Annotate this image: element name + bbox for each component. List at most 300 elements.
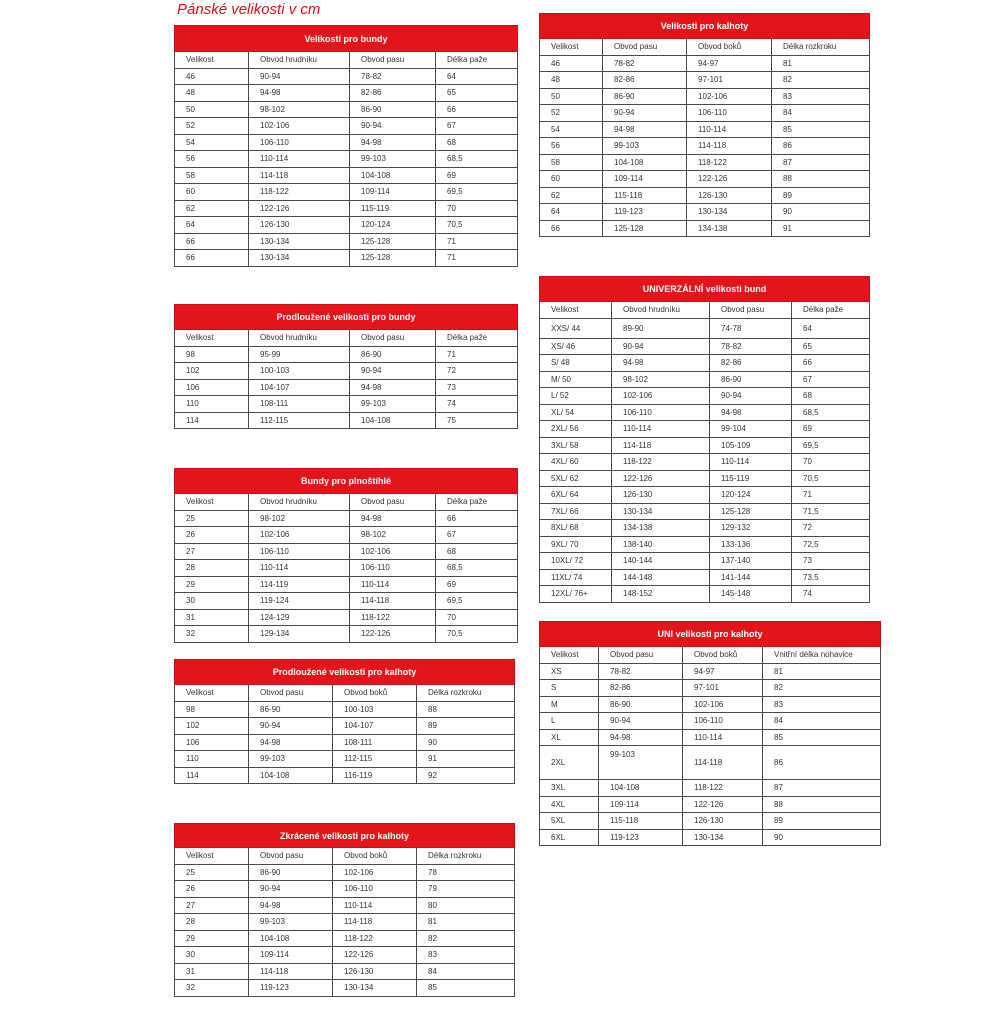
table-cell: 66 <box>175 250 249 267</box>
table-row <box>540 220 870 237</box>
table-cell: 94-97 <box>683 663 763 680</box>
table-cell: S <box>540 680 599 697</box>
table-cell: 67 <box>436 527 518 544</box>
table-row <box>540 696 881 713</box>
table-cell: 119-123 <box>249 980 333 997</box>
table-cell: 68,5 <box>436 560 518 577</box>
table-cell: 122-126 <box>687 171 772 188</box>
table-cell: 64 <box>540 204 603 221</box>
table-row <box>540 404 870 421</box>
table-cell: 108-111 <box>249 396 350 413</box>
table-cell: 8XL/ 68 <box>540 520 612 537</box>
table-cell: 94-98 <box>249 734 333 751</box>
column-header-obvod-pasu: Obvod pasu <box>603 39 687 56</box>
table-cell: 90 <box>772 204 870 221</box>
table-cell: 74-78 <box>710 318 792 338</box>
column-header-velikost: Velikost <box>540 647 599 664</box>
table-cell: 110-114 <box>612 421 710 438</box>
table-cell: 46 <box>175 68 249 85</box>
table-cell: 114-118 <box>249 167 350 184</box>
table-cell: 134-138 <box>612 520 710 537</box>
table-row <box>175 701 515 718</box>
table-cell: 82-86 <box>350 85 436 102</box>
table-header-row <box>540 647 881 664</box>
table-cell: 91 <box>772 220 870 237</box>
table-cell: 85 <box>417 980 515 997</box>
table-row <box>540 371 870 388</box>
table-cell: 71 <box>792 487 870 504</box>
table-header-row <box>175 330 518 347</box>
table-cell: 81 <box>763 663 881 680</box>
table-cell: 98 <box>175 346 249 363</box>
table-cell: 86 <box>763 746 881 780</box>
table-cell: 99-103 <box>599 746 683 780</box>
table-cell: 73 <box>436 379 518 396</box>
table-cell: 104-108 <box>599 780 683 797</box>
table-row <box>175 626 518 643</box>
table-row <box>175 68 518 85</box>
table-row <box>540 88 870 105</box>
table-cell: 120-124 <box>350 217 436 234</box>
table-cell: XL <box>540 729 599 746</box>
table-row <box>540 813 881 830</box>
table-cell: 106-110 <box>249 543 350 560</box>
table-cell: 125-128 <box>350 250 436 267</box>
table-cell: 26 <box>175 881 249 898</box>
table-cell: 66 <box>792 355 870 372</box>
table-cell: 109-114 <box>249 947 333 964</box>
column-header-velikost: Velikost <box>175 494 249 511</box>
table-row <box>175 396 518 413</box>
table-cell: 97-101 <box>687 72 772 89</box>
table-cell: 110-114 <box>249 560 350 577</box>
table-cell: 98-102 <box>612 371 710 388</box>
column-header-delka-paze: Délka paže <box>436 330 518 347</box>
table-cell: M <box>540 696 599 713</box>
table-cell: 134-138 <box>687 220 772 237</box>
table-cell: 109-114 <box>603 171 687 188</box>
column-header-velikost: Velikost <box>175 52 249 69</box>
table-row <box>540 536 870 553</box>
table-cell: 106-110 <box>612 404 710 421</box>
table-cell: 110-114 <box>333 897 417 914</box>
table-row <box>540 569 870 586</box>
table-cell: 94-98 <box>249 897 333 914</box>
column-header-obvod-pasu: Obvod pasu <box>350 494 436 511</box>
table-cell: 106 <box>175 379 249 396</box>
plus-jackets-size-table <box>174 468 518 643</box>
table-cell: 6XL <box>540 829 599 846</box>
table-row <box>175 914 515 931</box>
table-cell: 138-140 <box>612 536 710 553</box>
table-cell: 100-103 <box>333 701 417 718</box>
table-row <box>540 338 870 355</box>
table-cell: 130-134 <box>687 204 772 221</box>
table-cell: 129-134 <box>249 626 350 643</box>
table-cell: 46 <box>540 55 603 72</box>
table-cell: 87 <box>772 154 870 171</box>
table-row <box>540 105 870 122</box>
table-cell: 69,5 <box>792 437 870 454</box>
table-cell: 126-130 <box>687 187 772 204</box>
table-cell: 104-108 <box>249 930 333 947</box>
table-cell: 31 <box>175 609 249 626</box>
table-cell: 50 <box>540 88 603 105</box>
table-cell: 65 <box>792 338 870 355</box>
table-cell: 30 <box>175 947 249 964</box>
table-cell: 104-108 <box>350 412 436 429</box>
table-row <box>175 250 518 267</box>
table-cell: 99-103 <box>350 396 436 413</box>
table-cell: 29 <box>175 930 249 947</box>
table-cell: 60 <box>540 171 603 188</box>
table-cell: 126-130 <box>683 813 763 830</box>
table-cell: 74 <box>792 586 870 603</box>
table-cell: 118-122 <box>333 930 417 947</box>
table-cell: 145-148 <box>710 586 792 603</box>
uni-trousers-size-table <box>539 621 881 846</box>
table-row <box>540 663 881 680</box>
table-title: Velikosti pro kalhoty <box>540 14 870 39</box>
table-cell: 106-110 <box>249 134 350 151</box>
table-row <box>540 713 881 730</box>
column-header-velikost: Velikost <box>540 39 603 56</box>
table-cell: 90-94 <box>710 388 792 405</box>
table-cell: 89-90 <box>612 318 710 338</box>
table-row <box>540 829 881 846</box>
column-header-obvod-pasu: Obvod pasu <box>710 302 792 319</box>
table-cell: 56 <box>540 138 603 155</box>
table-cell: 106-110 <box>333 881 417 898</box>
table-cell: 102-106 <box>249 118 350 135</box>
table-row <box>540 520 870 537</box>
table-cell: 119-123 <box>599 829 683 846</box>
table-cell: 126-130 <box>333 963 417 980</box>
table-cell: 115-119 <box>350 200 436 217</box>
table-cell: 106-110 <box>683 713 763 730</box>
table-cell: 90 <box>417 734 515 751</box>
column-header-delka-paze: Délka paže <box>436 494 518 511</box>
table-cell: 118-122 <box>350 609 436 626</box>
column-header-obvod-hrudniku: Obvod hrudníku <box>249 494 350 511</box>
table-cell: 114-118 <box>350 593 436 610</box>
table-cell: 60 <box>175 184 249 201</box>
column-header-velikost: Velikost <box>175 685 249 702</box>
table-header-row <box>540 302 870 319</box>
table-cell: 62 <box>540 187 603 204</box>
column-header-obvod-hrudniku: Obvod hrudníku <box>612 302 710 319</box>
table-cell: 89 <box>763 813 881 830</box>
table-cell: 7XL/ 66 <box>540 503 612 520</box>
table-cell: 6XL/ 64 <box>540 487 612 504</box>
column-header-delka-paze: Délka paže <box>436 52 518 69</box>
table-row <box>540 454 870 471</box>
table-row <box>175 85 518 102</box>
table-cell: 92 <box>417 767 515 784</box>
table-cell: 84 <box>763 713 881 730</box>
table-cell: 4XL/ 60 <box>540 454 612 471</box>
table-cell: 10XL/ 72 <box>540 553 612 570</box>
table-cell: XXS/ 44 <box>540 318 612 338</box>
table-cell: 64 <box>792 318 870 338</box>
table-cell: 91 <box>417 751 515 768</box>
table-cell: 114 <box>175 767 249 784</box>
table-cell: 118-122 <box>249 184 350 201</box>
table-cell: 140-144 <box>612 553 710 570</box>
table-cell: 69 <box>436 576 518 593</box>
table-row <box>175 346 518 363</box>
table-cell: 125-128 <box>350 233 436 250</box>
table-row <box>540 388 870 405</box>
table-row <box>540 138 870 155</box>
column-header-vnitrni-delka-nohavice: Vnitřní délka nohavice <box>763 647 881 664</box>
table-cell: 29 <box>175 576 249 593</box>
column-header-obvod-boku: Obvod boků <box>683 647 763 664</box>
table-cell: 110 <box>175 396 249 413</box>
table-cell: 109-114 <box>350 184 436 201</box>
table-cell: 62 <box>175 200 249 217</box>
table-cell: 99-103 <box>249 914 333 931</box>
table-title: Zkrácené velikosti pro kalhoty <box>175 824 515 848</box>
table-cell: 85 <box>763 729 881 746</box>
table-cell: 122-126 <box>350 626 436 643</box>
table-cell: 71,5 <box>792 503 870 520</box>
table-row <box>540 780 881 797</box>
table-row <box>175 767 515 784</box>
table-title: Velikosti pro bundy <box>175 26 518 52</box>
table-cell: 82 <box>772 72 870 89</box>
table-row <box>540 355 870 372</box>
column-header-velikost: Velikost <box>175 848 249 865</box>
table-cell: 32 <box>175 980 249 997</box>
table-cell: L <box>540 713 599 730</box>
table-row <box>540 121 870 138</box>
table-row <box>540 318 870 338</box>
column-header-obvod-hrudniku: Obvod hrudníku <box>249 330 350 347</box>
table-cell: 106-110 <box>687 105 772 122</box>
table-cell: 82-86 <box>603 72 687 89</box>
table-cell: 110 <box>175 751 249 768</box>
table-cell: 115-119 <box>710 470 792 487</box>
column-header-delka-rozkroku: Délka rozkroku <box>772 39 870 56</box>
table-cell: 26 <box>175 527 249 544</box>
table-row <box>175 363 518 380</box>
table-cell: 144-148 <box>612 569 710 586</box>
table-cell: 98-102 <box>249 510 350 527</box>
table-cell: 82-86 <box>599 680 683 697</box>
table-cell: 125-128 <box>710 503 792 520</box>
column-header-obvod-boku: Obvod boků <box>333 848 417 865</box>
table-cell: 90 <box>763 829 881 846</box>
table-cell: 94-98 <box>612 355 710 372</box>
table-cell: 83 <box>772 88 870 105</box>
table-row <box>175 510 518 527</box>
column-header-obvod-pasu: Obvod pasu <box>249 685 333 702</box>
table-cell: S/ 48 <box>540 355 612 372</box>
table-cell: 130-134 <box>249 233 350 250</box>
table-cell: 119-124 <box>249 593 350 610</box>
table-cell: 68,5 <box>792 404 870 421</box>
table-cell: 108-111 <box>333 734 417 751</box>
table-cell: 70,5 <box>792 470 870 487</box>
table-cell: 86-90 <box>710 371 792 388</box>
table-row <box>175 718 515 735</box>
table-cell: 66 <box>436 101 518 118</box>
table-cell: 87 <box>763 780 881 797</box>
table-row <box>540 55 870 72</box>
table-cell: 125-128 <box>603 220 687 237</box>
table-row <box>175 200 518 217</box>
table-cell: 102-106 <box>683 696 763 713</box>
trousers-size-table <box>539 13 870 237</box>
table-cell: 71 <box>436 233 518 250</box>
table-cell: 58 <box>540 154 603 171</box>
table-row <box>540 503 870 520</box>
table-cell: 98 <box>175 701 249 718</box>
table-cell: 90-94 <box>350 118 436 135</box>
table-title: Bundy pro plnoštíhlé <box>175 469 518 494</box>
table-cell: 56 <box>175 151 249 168</box>
table-row <box>175 217 518 234</box>
table-header-row <box>175 685 515 702</box>
table-cell: 74 <box>436 396 518 413</box>
table-cell: 94-98 <box>350 510 436 527</box>
table-cell: 52 <box>540 105 603 122</box>
table-cell: 68 <box>436 134 518 151</box>
table-row <box>540 796 881 813</box>
jackets-size-table <box>174 25 518 267</box>
table-row <box>175 543 518 560</box>
table-row <box>175 947 515 964</box>
table-cell: 118-122 <box>683 780 763 797</box>
table-cell: 2XL/ 56 <box>540 421 612 438</box>
table-cell: 112-115 <box>333 751 417 768</box>
table-row <box>175 576 518 593</box>
table-cell: 104-108 <box>350 167 436 184</box>
table-cell: 9XL/ 70 <box>540 536 612 553</box>
table-row <box>540 204 870 221</box>
table-row <box>540 586 870 603</box>
table-cell: 90-94 <box>249 881 333 898</box>
table-cell: 5XL/ 62 <box>540 470 612 487</box>
table-cell: 69,5 <box>436 184 518 201</box>
table-cell: 94-98 <box>710 404 792 421</box>
table-cell: 48 <box>540 72 603 89</box>
table-cell: 104-108 <box>249 767 333 784</box>
table-cell: 115-118 <box>603 187 687 204</box>
table-cell: 82 <box>763 680 881 697</box>
table-cell: 114-119 <box>249 576 350 593</box>
table-title: Prodloužené velikosti pro kalhoty <box>175 660 515 685</box>
table-cell: 72 <box>792 520 870 537</box>
table-cell: M/ 50 <box>540 371 612 388</box>
table-cell: 129-132 <box>710 520 792 537</box>
table-cell: L/ 52 <box>540 388 612 405</box>
table-cell: 66 <box>436 510 518 527</box>
table-cell: 110-114 <box>249 151 350 168</box>
table-cell: 95-99 <box>249 346 350 363</box>
table-cell: 130-134 <box>683 829 763 846</box>
table-cell: 94-98 <box>249 85 350 102</box>
table-cell: 80 <box>417 897 515 914</box>
table-row <box>540 746 881 780</box>
table-cell: 65 <box>436 85 518 102</box>
table-row <box>540 187 870 204</box>
table-cell: 114-118 <box>683 746 763 780</box>
table-row <box>540 437 870 454</box>
table-cell: 106-110 <box>350 560 436 577</box>
table-cell: 12XL/ 76+ <box>540 586 612 603</box>
table-cell: 81 <box>772 55 870 72</box>
table-cell: 122-126 <box>333 947 417 964</box>
table-cell: 102-106 <box>687 88 772 105</box>
table-cell: 83 <box>763 696 881 713</box>
table-cell: 88 <box>763 796 881 813</box>
table-header-row <box>540 39 870 56</box>
table-cell: 102-106 <box>612 388 710 405</box>
table-cell: XS/ 46 <box>540 338 612 355</box>
table-cell: 106 <box>175 734 249 751</box>
table-cell: 2XL <box>540 746 599 780</box>
table-cell: 100-103 <box>249 363 350 380</box>
uni-jackets-size-table <box>539 276 870 603</box>
table-cell: 64 <box>436 68 518 85</box>
table-row <box>175 151 518 168</box>
table-cell: 78-82 <box>599 663 683 680</box>
table-cell: 86-90 <box>350 346 436 363</box>
table-cell: 114-118 <box>333 914 417 931</box>
table-cell: 88 <box>772 171 870 188</box>
table-cell: 110-114 <box>350 576 436 593</box>
table-cell: 72 <box>436 363 518 380</box>
table-cell: 52 <box>175 118 249 135</box>
table-row <box>175 379 518 396</box>
table-cell: 84 <box>772 105 870 122</box>
table-cell: 54 <box>175 134 249 151</box>
table-cell: 114-118 <box>249 963 333 980</box>
table-cell: 99-103 <box>249 751 333 768</box>
table-cell: 89 <box>772 187 870 204</box>
table-cell: 70 <box>792 454 870 471</box>
table-row <box>540 487 870 504</box>
table-cell: 114 <box>175 412 249 429</box>
column-header-obvod-boku: Obvod boků <box>333 685 417 702</box>
table-cell: 79 <box>417 881 515 898</box>
table-cell: 126-130 <box>612 487 710 504</box>
table-cell: 90-94 <box>249 718 333 735</box>
table-cell: 94-98 <box>350 379 436 396</box>
table-cell: 86-90 <box>599 696 683 713</box>
table-cell: 130-134 <box>612 503 710 520</box>
table-cell: 99-104 <box>710 421 792 438</box>
column-header-delka-paze: Délka paže <box>792 302 870 319</box>
table-header-row <box>175 52 518 69</box>
table-row <box>540 154 870 171</box>
table-cell: 28 <box>175 914 249 931</box>
table-cell: 85 <box>772 121 870 138</box>
table-cell: 102 <box>175 718 249 735</box>
table-cell: 32 <box>175 626 249 643</box>
table-cell: 116-119 <box>333 767 417 784</box>
table-cell: 112-115 <box>249 412 350 429</box>
table-row <box>175 881 515 898</box>
table-cell: 78-82 <box>710 338 792 355</box>
table-cell: 25 <box>175 510 249 527</box>
table-cell: 78-82 <box>603 55 687 72</box>
table-cell: 83 <box>417 947 515 964</box>
table-cell: 109-114 <box>599 796 683 813</box>
table-cell: 48 <box>175 85 249 102</box>
